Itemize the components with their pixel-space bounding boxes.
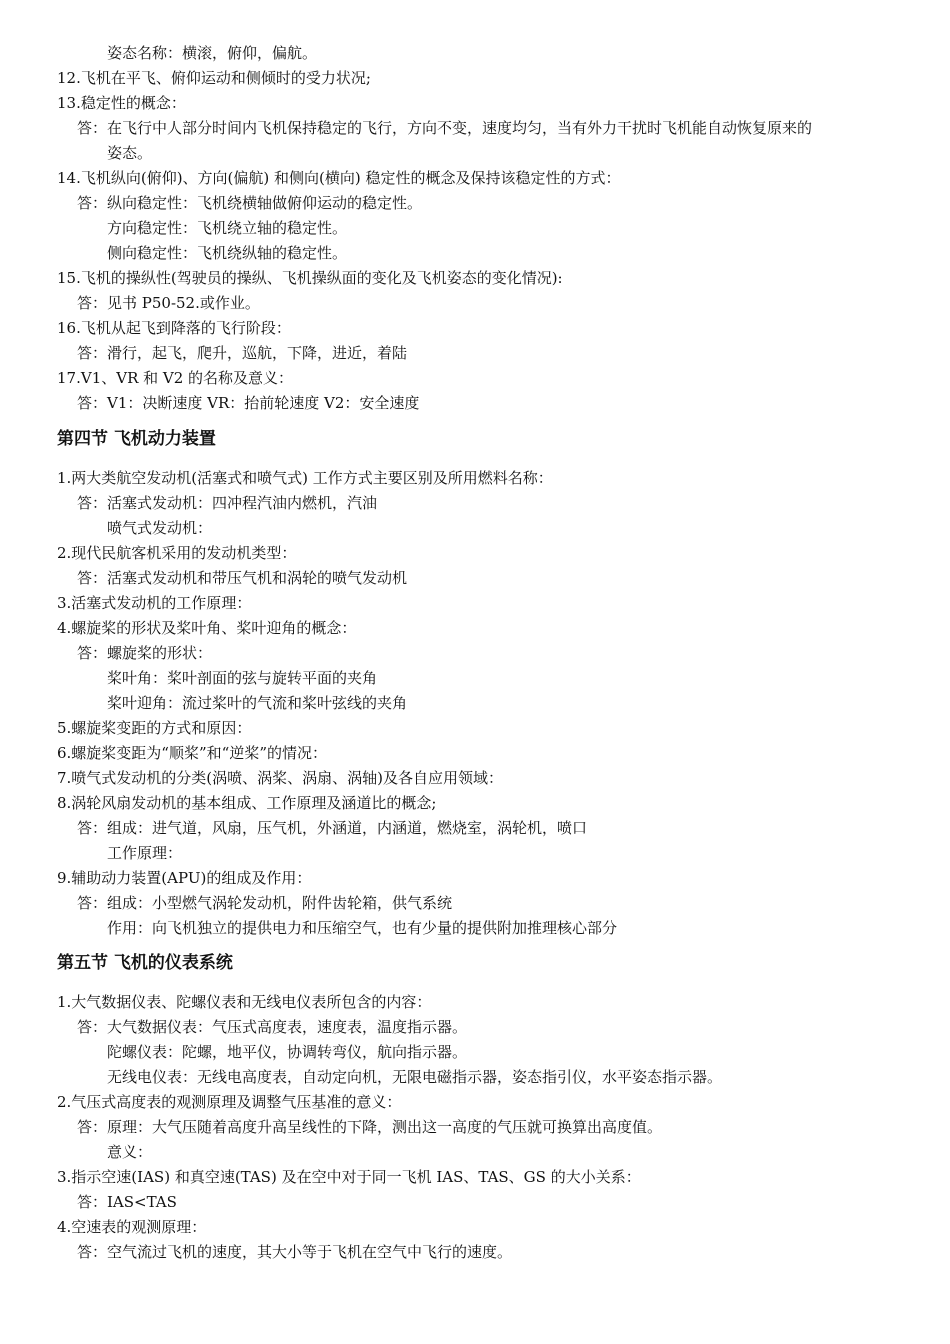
answer-line: 工作原理： <box>107 844 183 862</box>
answer-line: 答：组成：进气道，风扇，压气机，外涵道，内涵道，燃烧室，涡轮机，喷口 <box>77 819 588 837</box>
answer-line: 答：在飞行中人部分时间内飞机保持稳定的飞行，方向不变，速度均匀，当有外力干扰时飞机能自动恢复原来的 <box>77 119 813 137</box>
question-item: 9.辅助动力装置(APU)的组成及作用： <box>57 869 312 887</box>
question-item: 4.空速表的观测原理： <box>57 1218 207 1236</box>
answer-line: 答：纵向稳定性：飞机绕横轴做俯仰运动的稳定性。 <box>77 194 423 212</box>
question-item: 5.螺旋桨变距的方式和原因： <box>57 719 252 737</box>
section-heading: 第四节 飞机动力装置 <box>57 429 216 449</box>
answer-line: 喷气式发动机： <box>107 519 213 537</box>
question-item: 2.现代民航客机采用的发动机类型： <box>57 544 297 562</box>
question-item: 2.气压式高度表的观测原理及调整气压基准的意义： <box>57 1093 402 1111</box>
answer-line: 桨叶角：桨叶剖面的弦与旋转平面的夹角 <box>107 669 378 687</box>
answer-line: 答：大气数据仪表：气压式高度表，速度表，温度指示器。 <box>77 1018 468 1036</box>
answer-line: 答：滑行，起飞，爬升，巡航，下降，进近，着陆 <box>77 344 408 362</box>
question-item: 7.喷气式发动机的分类(涡喷、涡桨、涡扇、涡轴)及各自应用领域： <box>57 769 504 787</box>
answer-line: 陀螺仪表：陀螺，地平仪，协调转弯仪，航向指示器。 <box>107 1043 468 1061</box>
question-item: 1.两大类航空发动机(活塞式和喷气式) 工作方式主要区别及所用燃料名称： <box>57 469 553 487</box>
question-item: 8.涡轮风扇发动机的基本组成、工作原理及涵道比的概念; <box>57 794 437 812</box>
answer-line: 答：螺旋桨的形状： <box>77 644 213 662</box>
question-item: 6.螺旋桨变距为“顺桨”和“逆桨”的情况： <box>57 744 327 762</box>
answer-line: 姿态。 <box>107 144 153 162</box>
answer-line: 答：V1：决断速度 VR：抬前轮速度 V2：安全速度 <box>77 394 420 412</box>
answer-line: 桨叶迎角：流过桨叶的气流和桨叶弦线的夹角 <box>107 694 408 712</box>
answer-line: 答：见书 P50-52.或作业。 <box>77 294 260 312</box>
answer-line: 作用：向飞机独立的提供电力和压缩空气，也有少量的提供附加推理核心部分 <box>107 919 618 937</box>
question-item: 14.飞机纵向(俯仰)、方向(偏航) 和侧向(横向) 稳定性的概念及保持该稳定性的方式： <box>57 169 621 187</box>
text-line: 姿态名称：横滚，俯仰，偏航。 <box>107 44 318 62</box>
answer-line: 无线电仪表：无线电高度表，自动定向机，无限电磁指示器，姿态指引仪，水平姿态指示器。 <box>107 1068 723 1086</box>
question-item: 4.螺旋桨的形状及桨叶角、桨叶迎角的概念： <box>57 619 357 637</box>
question-item: 1.大气数据仪表、陀螺仪表和无线电仪表所包含的内容： <box>57 993 432 1011</box>
section-heading: 第五节 飞机的仪表系统 <box>57 953 233 973</box>
question-item: 13.稳定性的概念： <box>57 94 186 112</box>
answer-line: 答：活塞式发动机：四冲程汽油内燃机，汽油 <box>77 494 378 512</box>
question-item: 3.活塞式发动机的工作原理： <box>57 594 252 612</box>
answer-line: 方向稳定性：飞机绕立轴的稳定性。 <box>107 219 348 237</box>
answer-line: 答：IAS<TAS <box>77 1193 177 1211</box>
question-item: 16.飞机从起飞到降落的飞行阶段： <box>57 319 291 337</box>
answer-line: 侧向稳定性：飞机绕纵轴的稳定性。 <box>107 244 348 262</box>
answer-line: 意义： <box>107 1143 153 1161</box>
question-item: 3.指示空速(IAS) 和真空速(TAS) 及在空中对于同一飞机 IAS、TAS、GS 的大小关系： <box>57 1168 641 1186</box>
answer-line: 答：空气流过飞机的速度，其大小等于飞机在空气中飞行的速度。 <box>77 1243 513 1261</box>
answer-line: 答：原理：大气压随着高度升高呈线性的下降，测出这一高度的气压就可换算出高度值。 <box>77 1118 663 1136</box>
question-item: 15.飞机的操纵性(驾驶员的操纵、飞机操纵面的变化及飞机姿态的变化情况): <box>57 269 563 287</box>
answer-line: 答：组成：小型燃气涡轮发动机，附件齿轮箱，供气系统 <box>77 894 453 912</box>
question-item: 12.飞机在平飞、俯仰运动和侧倾时的受力状况; <box>57 69 371 87</box>
answer-line: 答：活塞式发动机和带压气机和涡轮的喷气发动机 <box>77 569 408 587</box>
question-item: 17.V1、VR 和 V2 的名称及意义： <box>57 369 294 387</box>
